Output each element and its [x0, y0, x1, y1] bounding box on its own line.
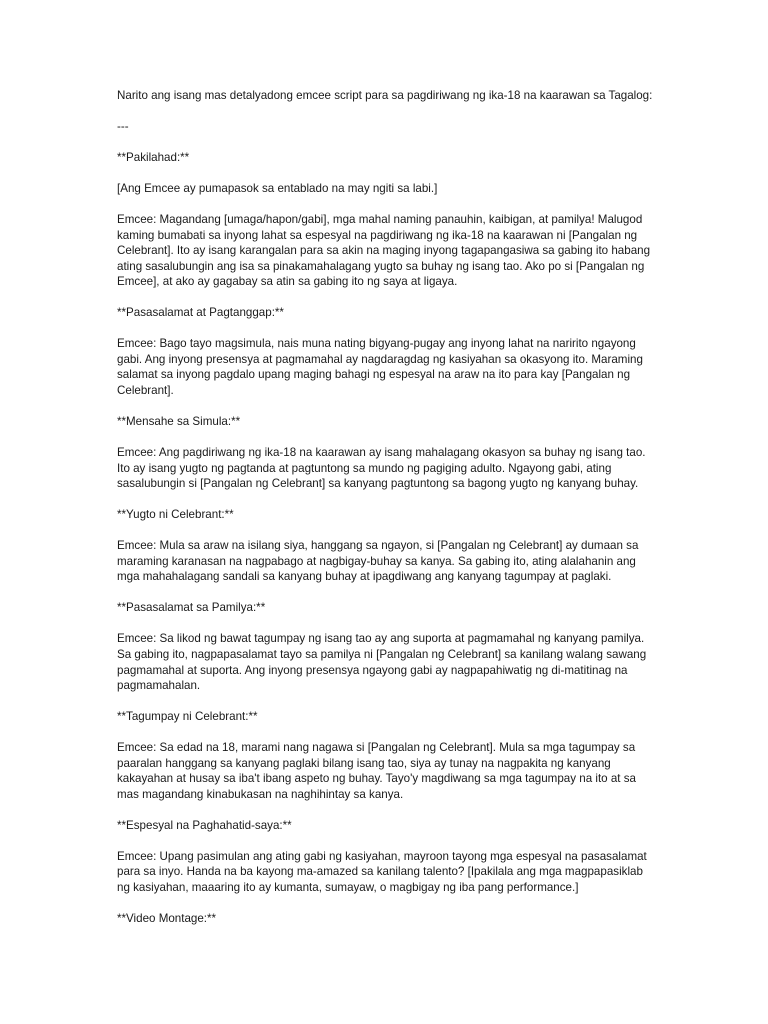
section-heading-video-montage: **Video Montage:**: [117, 912, 217, 926]
section-heading-espesyal-paghahatid: **Espesyal na Paghahatid-saya:**: [117, 818, 292, 832]
section-heading-pasasalamat-pagtanggap: **Pasasalamat at Pagtanggap:**: [117, 306, 284, 320]
section-heading-pasasalamat-pamilya: **Pasasalamat sa Pamilya:**: [117, 601, 266, 615]
stage-direction: [Ang Emcee ay pumapasok sa entablado na may ngiti sa labi.]: [117, 181, 438, 195]
section-heading-yugto-celebrant: **Yugto ni Celebrant:**: [117, 508, 234, 522]
section-heading-pakilahad: **Pakilahad:**: [117, 150, 190, 164]
separator: ---: [117, 119, 129, 133]
emcee-line: Emcee: Upang pasimulan ang ating gabi ng kasiyahan, mayroon tayong mga espesyal na pasasalamat para sa inyo. Handa na ba kayong ma-amazed sa kanilang talento? [Ipakilala ang mga magpapasiklab ng kasiyahan, maaaring ito ay kumanta, sumayaw, o magbigay ng iba pang performance.]: [117, 849, 647, 895]
emcee-line: Emcee: Sa likod ng bawat tagumpay ng isang tao ay ang suporta at pagmamahal ng kanyang pamilya. Sa gabing ito, nagpapasalamat tayo sa pamilya ni [Pangalan ng Celebrant] sa kanilang walang sawang pagmamahal at suporta. Ang inyong presensya ngayong gabi ay nagpapahiwatig ng di-matitinag na pagmamahalan.: [117, 632, 647, 693]
emcee-line: Emcee: Magandang [umaga/hapon/gabi], mga mahal naming panauhin, kaibigan, at pamilya! Malugod kaming bumabati sa inyong lahat sa espesyal na pagdiriwang ng ika-18 na kaarawan ni [Pangalan ng Celebrant]. Ito ay isang karangalan para sa akin na maging inyong tagapangasiwa sa gabing ito habang ating sasalubungin ang isa sa pinakamahalagang yugto sa buhay ng isang tao. Ako po si [Pangalan ng Emcee], at ako ay gagabay sa atin sa gabing ito ng saya at ligaya.: [117, 212, 651, 289]
intro-paragraph: Narito ang isang mas detalyadong emcee script para sa pagdiriwang ng ika-18 na kaarawan sa Tagalog:: [117, 89, 653, 102]
section-heading-tagumpay-celebrant: **Tagumpay ni Celebrant:**: [117, 710, 258, 724]
section-heading-mensahe-simula: **Mensahe sa Simula:**: [117, 415, 241, 429]
emcee-line: Emcee: Mula sa araw na isilang siya, hanggang sa ngayon, si [Pangalan ng Celebrant] ay dumaan sa maraming karanasan na nagpabago at nagbigay-buhay sa kanya. Sa gabing ito, ating alalahanin ang mga mahahalagang sandali sa kanyang buhay at ipagdiwang ang kanyang tagumpay at paglaki.: [117, 539, 639, 584]
emcee-line: Emcee: Bago tayo magsimula, nais muna nating bigyang-pugay ang inyong lahat na naririto ngayong gabi. Ang inyong presensya at pagmamahal ay nagdaragdag ng kasiyahan sa okasyong ito. Maraming salamat sa inyong pagdalo upang maging bahagi ng espesyal na araw na ito para kay [Pangalan ng Celebrant].: [117, 337, 643, 398]
emcee-line: Emcee: Ang pagdiriwang ng ika-18 na kaarawan ay isang mahalagang okasyon sa buhay ng isang tao. Ito ay isang yugto ng pagtanda at pagtuntong sa mundo ng pagiging adulto. Ngayong gabi, ating sasalubungin si [Pangalan ng Celebrant] sa kanyang pagtuntong sa bagong yugto ng kanyang buhay.: [117, 446, 646, 491]
emcee-line: Emcee: Sa edad na 18, marami nang nagawa si [Pangalan ng Celebrant]. Mula sa mga tagumpay sa paaralan hanggang sa kanyang paglaki bilang isang tao, siya ay tunay na nagpakita ng kanyang kakayahan at husay sa iba't ibang aspeto ng buhay. Tayo'y magdiwang sa mga tagumpay na ito at sa mas magandang kinabukasan na naghihintay sa kanya.: [117, 741, 636, 801]
